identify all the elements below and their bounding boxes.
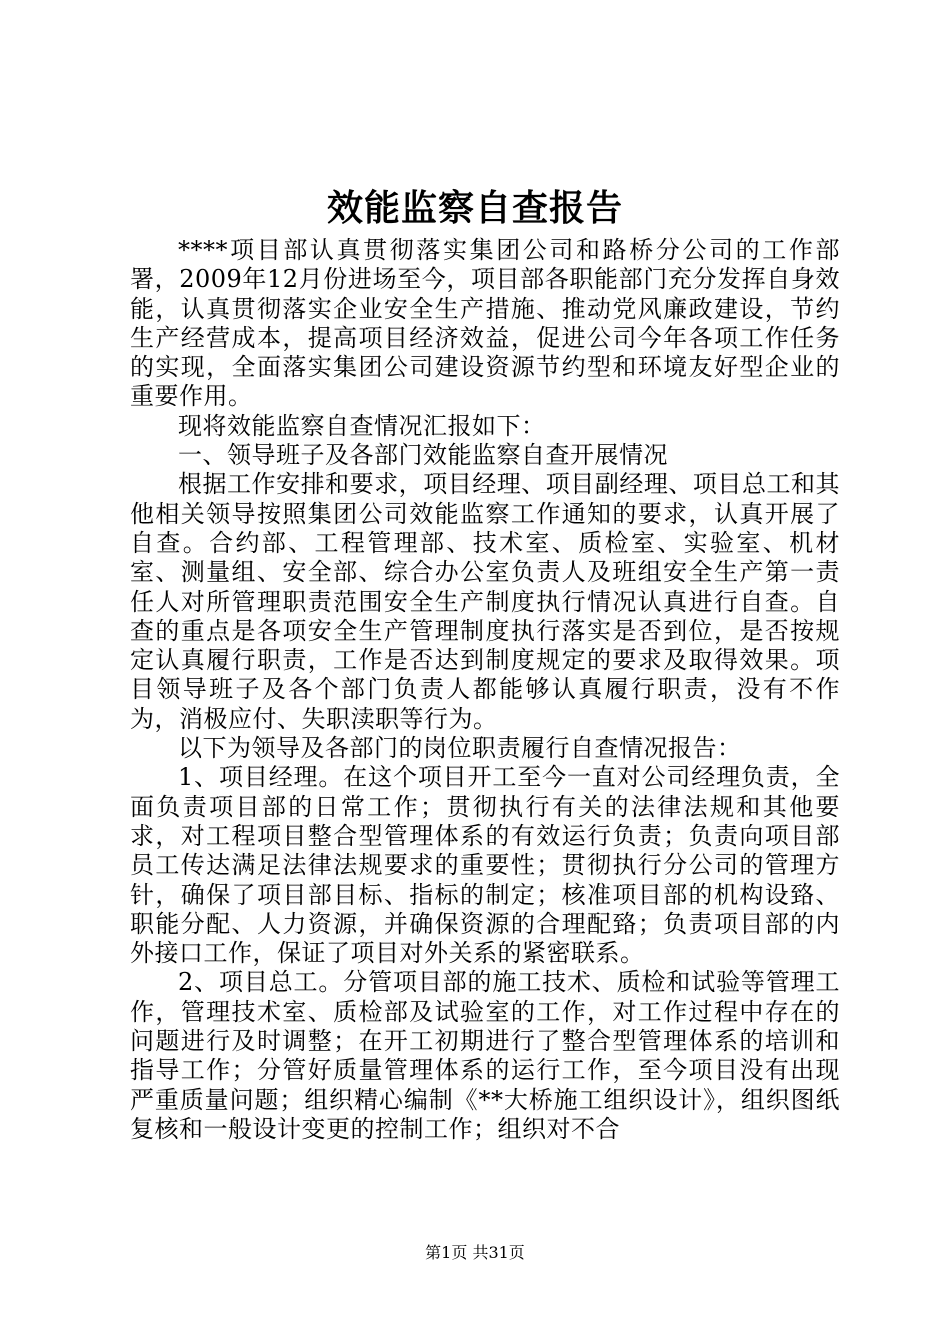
paragraph-duties-intro: 以下为领导及各部门的岗位职责履行自查情况报告： <box>178 734 742 763</box>
paragraph-project-manager: 1、项目经理。在这个项目开工至今一直对公司经理负责，全面负责项目部的日常工作；贯彻执行有关的法律法规和其他要求，对工程项目整合型管理体系的有效运行负责；负责向项目部员工传达满足法律法规要求的重要性；贯彻执行分公司的管理方针，确保了项目部目标、指标的制定；核准项目部的机构设臵、职能分配、人力资源，并确保资源的合理配臵；负责项目部的内外接口工作，保证了项目对外关系的紧密联系。 <box>130 763 840 968</box>
paragraph-intro: ****项目部认真贯彻落实集团公司和路桥分公司的工作部署，2009年12月份进场至今，项目部各职能部门充分发挥自身效能，认真贯彻落实企业安全生产措施、推动党风廉政建设，节约生产经营成本，提高项目经济效益，促进公司今年各项工作任务的实现，全面落实集团公司建设资源节约型和环境友好型企业的重要作用。 <box>130 236 840 411</box>
paragraph-chief-engineer: 2、项目总工。分管项目部的施工技术、质检和试验等管理工作，管理技术室、质检部及试验室的工作，对工作过程中存在的问题进行及时调整；在开工初期进行了整合型管理体系的培训和指导工作；分管好质量管理体系的运行工作，至今项目没有出现严重质量问题；组织精心编制《**大桥施工组织设计》，组织图纸复核和一般设计变更的控制工作；组织对不合 <box>130 968 840 1143</box>
document-body <box>130 236 840 1144</box>
document-title: 效能监察自查报告 <box>326 187 623 229</box>
paragraph-self-check: 根据工作安排和要求，项目经理、项目副经理、项目总工和其他相关领导按照集团公司效能监察工作通知的要求，认真开展了自查。合约部、工程管理部、技术室、质检室、实验室、机材室、测量组、安全部、综合办公室负责人及班组安全生产第一责任人对所管理职责范围安全生产制度执行情况认真进行自查。自查的重点是各项安全生产管理制度执行落实是否到位，是否按规定认真履行职责，工作是否达到制度规定的要求及取得效果。项目领导班子及各个部门负责人都能够认真履行职责，没有不作为，消极应付、失职渎职等行为。 <box>130 470 840 733</box>
page-footer: 第1页 共31页 <box>425 1243 525 1262</box>
paragraph-report-intro: 现将效能监察自查情况汇报如下： <box>178 411 546 440</box>
section-heading-1: 一、领导班子及各部门效能监察自查开展情况 <box>178 441 668 470</box>
